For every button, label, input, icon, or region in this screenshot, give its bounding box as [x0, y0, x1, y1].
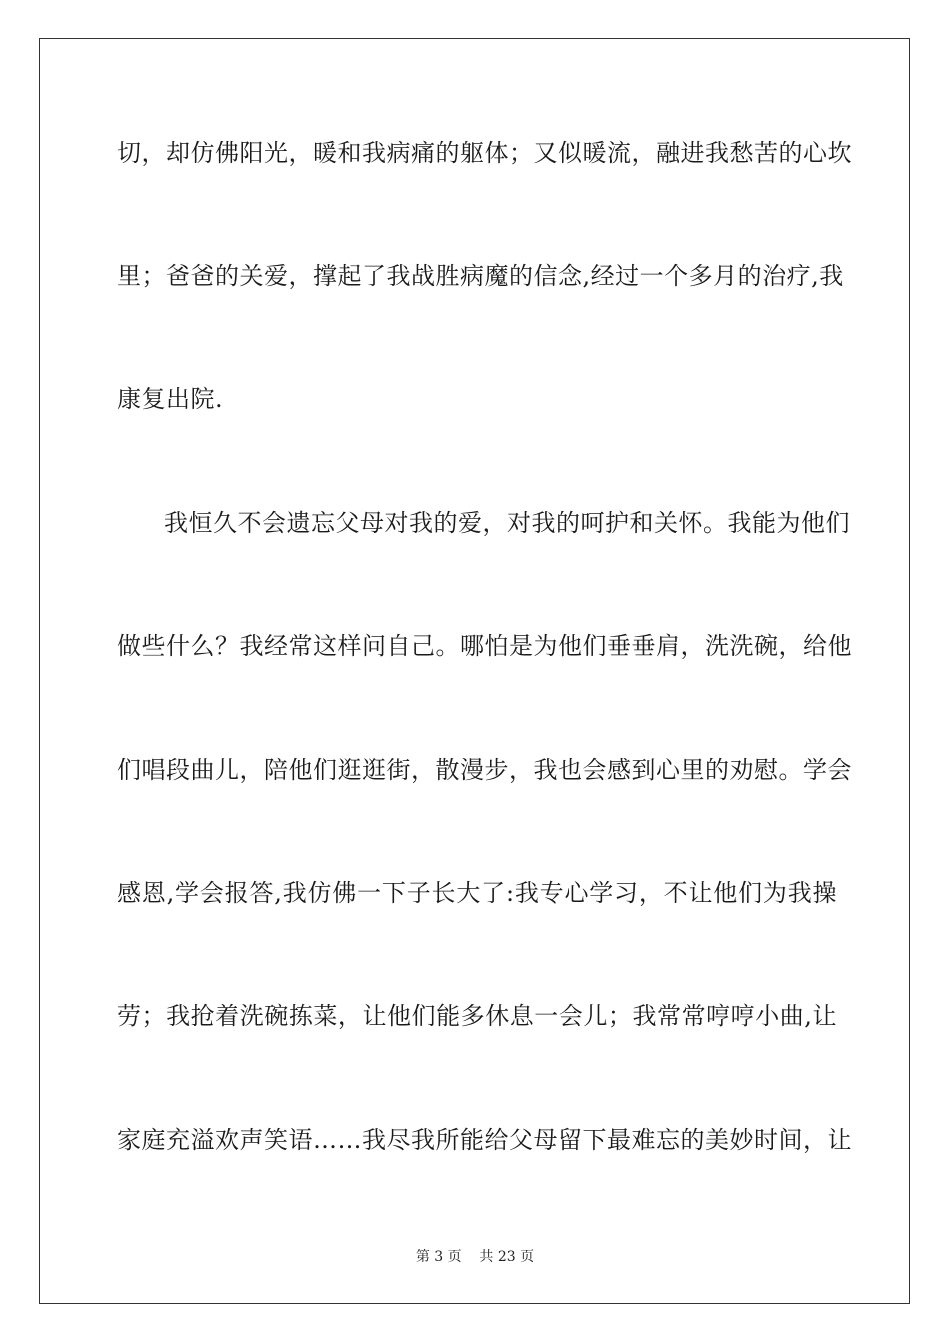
- body-line-4: 我恒久不会遗忘父母对我的爱，对我的呵护和关怀。我能为他们: [164, 509, 850, 537]
- body-line-1: 切，却仿佛阳光，暖和我病痛的躯体；又似暖流，融进我愁苦的心坎: [117, 139, 852, 167]
- page-number-footer: 第 3 页 共 23 页: [415, 1249, 535, 1265]
- body-line-5: 做些什么？我经常这样问自己。哪怕是为他们垂垂肩，洗洗碗，给他: [117, 632, 852, 660]
- body-line-6: 们唱段曲儿，陪他们逛逛街，散漫步，我也会感到心里的劝慰。学会: [117, 756, 852, 784]
- body-line-8: 劳；我抢着洗碗拣菜，让他们能多休息一会儿；我常常哼哼小曲,让: [117, 1002, 837, 1030]
- body-line-7: 感恩,学会报答,我仿佛一下子长大了:我专心学习，不让他们为我操: [117, 879, 837, 907]
- body-line-3: 康复出院.: [117, 385, 224, 413]
- body-line-9: 家庭充溢欢声笑语……我尽我所能给父母留下最难忘的美妙时间，让: [117, 1126, 852, 1154]
- body-line-2: 里；爸爸的关爱，撑起了我战胜病魔的信念,经过一个多月的治疗,我: [117, 262, 844, 290]
- page-border: [39, 38, 910, 1304]
